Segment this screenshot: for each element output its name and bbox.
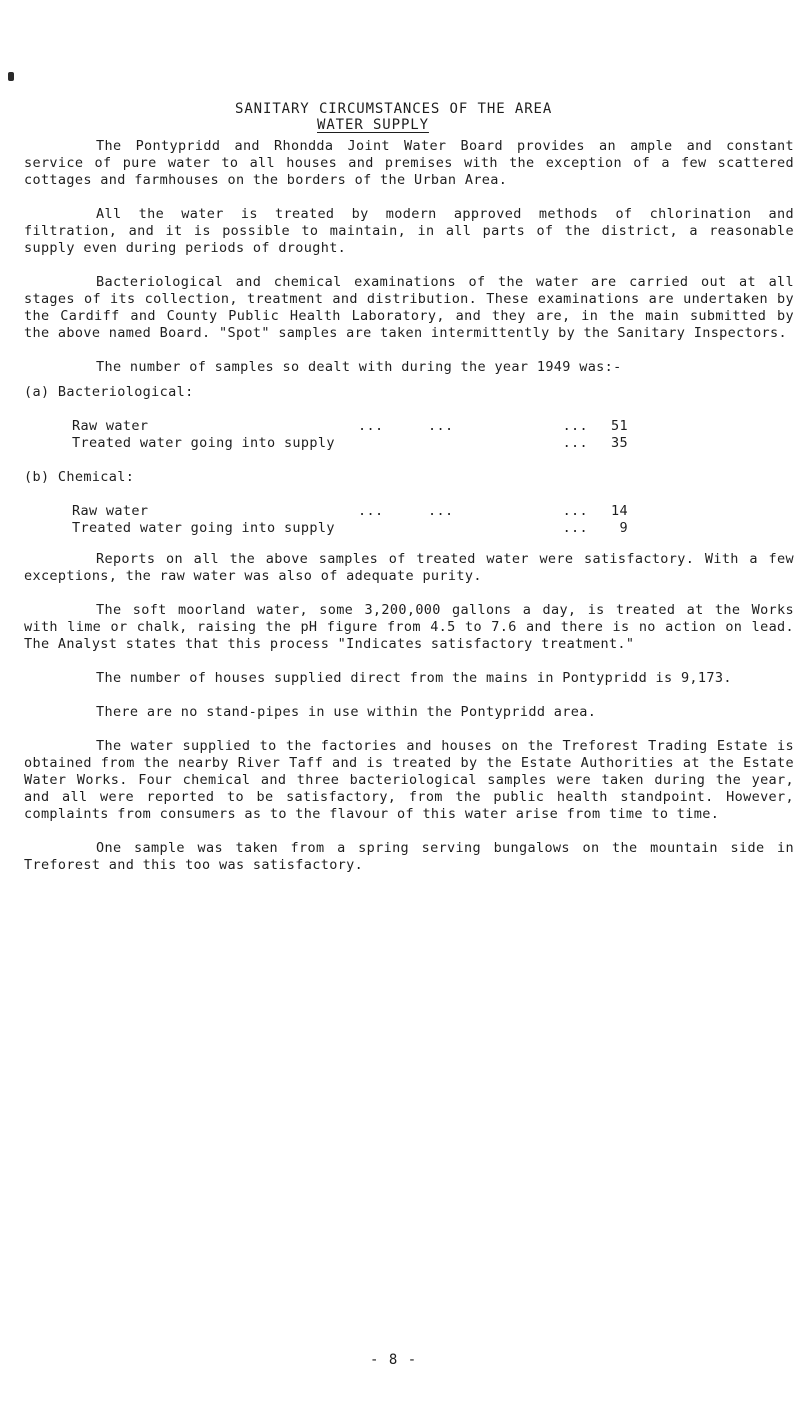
paragraph-sample-count: The number of samples so dealt with during the year 1949 was:- bbox=[96, 359, 622, 375]
sample-count: 9 bbox=[619, 520, 628, 536]
sample-row bbox=[72, 520, 628, 537]
paragraph-spring-sample: One sample was taken from a spring serving bungalows on the mountain side in Treforest and this too was satisfactory. bbox=[24, 840, 794, 873]
leader-dots: ... bbox=[358, 418, 384, 434]
sample-row bbox=[72, 503, 628, 520]
page-header bbox=[235, 101, 575, 133]
leader-dots: ... bbox=[562, 503, 588, 519]
chemical-label: (b) Chemical: bbox=[24, 469, 135, 485]
page-number: - 8 - bbox=[370, 1352, 418, 1368]
sample-count: 51 bbox=[611, 418, 628, 434]
leader-dots: ... bbox=[358, 503, 384, 519]
leader-dots: ... bbox=[428, 418, 454, 434]
sample-count: 35 bbox=[611, 435, 628, 451]
paragraph-examinations: Bacteriological and chemical examinations of the water are carried out at all stages of its collection, treatment and distribution. These examinations are undertaken by the Cardiff and County Public Health Laboratory, and they are, in the main submitted by the above named Board. "Spot" samples are taken intermittently by the Sanitary Inspectors. bbox=[24, 274, 794, 341]
sample-desc: Raw water bbox=[72, 418, 149, 434]
sample-desc: Treated water going into supply bbox=[72, 435, 335, 451]
paragraph-stand-pipes: There are no stand-pipes in use within the Pontypridd area. bbox=[96, 704, 597, 720]
sample-count: 14 bbox=[611, 503, 628, 519]
paragraph-water-board: The Pontypridd and Rhondda Joint Water Board provides an ample and constant service of pure water to all houses and premises with the exception of a few scattered cottages and farmhouses on the borders of the Urban Area. bbox=[24, 138, 794, 188]
samples-list bbox=[24, 384, 794, 537]
sample-desc: Treated water going into supply bbox=[72, 520, 335, 536]
paragraph-reports: Reports on all the above samples of treated water were satisfactory. With a few exceptions, the raw water was also of adequate purity. bbox=[24, 551, 794, 584]
leader-dots: ... bbox=[562, 435, 588, 451]
sample-desc: Raw water bbox=[72, 503, 149, 519]
paragraph-treforest-estate: The water supplied to the factories and houses on the Treforest Trading Estate is obtained from the nearby River Taff and is treated by the Estate Authorities at the Estate Water Works. Four chemical and three bacteriological samples were taken during the year, and all were reported to be satisfactory, from the public health standpoint. However, complaints from consumers as to the flavour of this water arise from time to time. bbox=[24, 738, 794, 822]
page-title: SANITARY CIRCUMSTANCES OF THE AREA bbox=[235, 101, 553, 117]
paragraph-moorland-water: The soft moorland water, some 3,200,000 gallons a day, is treated at the Works with lime or chalk, raising the pH figure from 4.5 to 7.6 and there is no action on lead. The Analyst states that this process "Indicates satisfactory treatment." bbox=[24, 602, 794, 652]
document-body bbox=[24, 138, 794, 891]
leader-dots: ... bbox=[428, 503, 454, 519]
scan-mark bbox=[8, 72, 14, 81]
section-heading: WATER SUPPLY bbox=[317, 117, 429, 133]
sample-row bbox=[72, 435, 628, 452]
sample-row bbox=[72, 418, 628, 435]
leader-dots: ... bbox=[562, 418, 588, 434]
paragraph-houses-supplied: The number of houses supplied direct from the mains in Pontypridd is 9,173. bbox=[96, 670, 732, 686]
paragraph-treatment: All the water is treated by modern approved methods of chlorination and filtration, and it is possible to maintain, in all parts of the district, a reasonable supply even during periods of drought. bbox=[24, 206, 794, 256]
leader-dots: ... bbox=[562, 520, 588, 536]
bacteriological-label: (a) Bacteriological: bbox=[24, 384, 194, 400]
